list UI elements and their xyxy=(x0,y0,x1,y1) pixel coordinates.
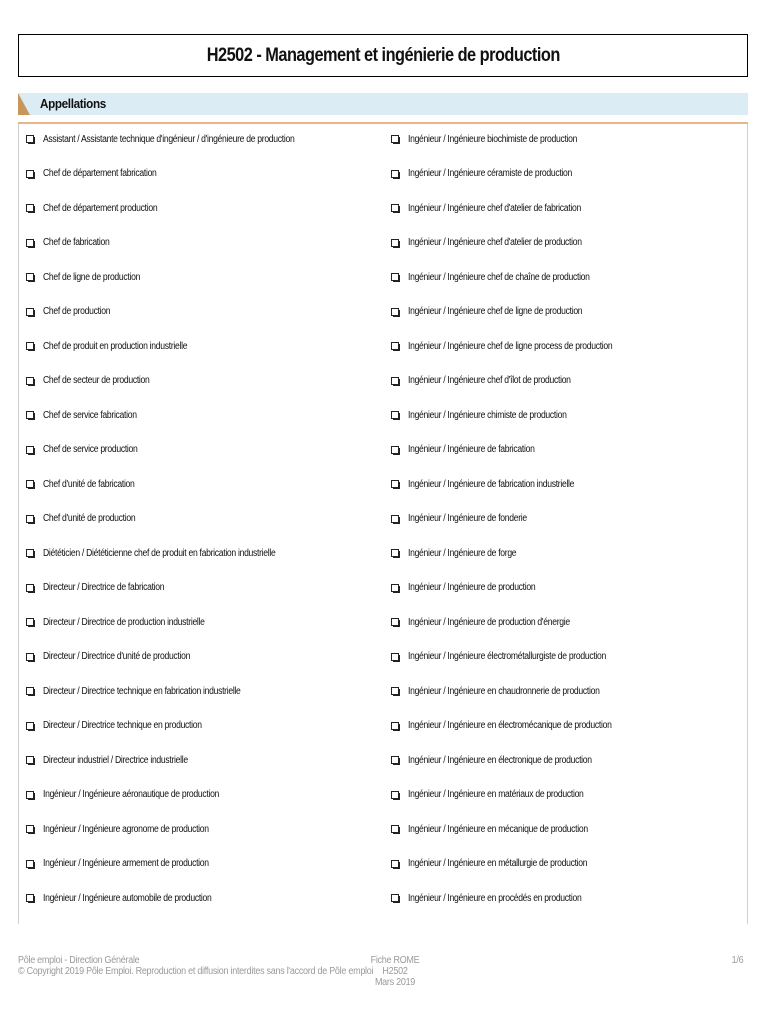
footer-date: Mars 2019 xyxy=(374,977,416,988)
list-item xyxy=(391,819,617,839)
checkbox-bullet-icon xyxy=(26,170,34,178)
checkbox-bullet-icon xyxy=(391,342,399,350)
appellation-label: Ingénieur / Ingénieure de fabrication xyxy=(408,444,535,455)
checkbox-bullet-icon xyxy=(391,825,399,833)
checkbox-bullet-icon xyxy=(26,308,34,316)
list-item xyxy=(391,785,612,805)
checkbox-bullet-icon xyxy=(26,722,34,730)
checkbox-bullet-icon xyxy=(391,411,399,419)
list-item xyxy=(391,336,646,356)
section-accent-icon xyxy=(18,93,30,115)
appellation-label: Directeur / Directrice de production industrielle xyxy=(43,616,205,628)
appellation-label: Ingénieur / Ingénieure automobile de production xyxy=(43,892,212,904)
checkbox-bullet-icon xyxy=(391,618,399,626)
appellation-label: Chef de secteur de production xyxy=(43,375,150,386)
appellation-label: Ingénieur / Ingénieure en électromécanique de production xyxy=(408,720,612,731)
appellation-label: Chef de production xyxy=(43,306,111,317)
appellation-label: Directeur / Directrice d'unité de production xyxy=(43,651,191,662)
appellation-label: Ingénieur / Ingénieure biochimiste de production xyxy=(408,133,578,145)
list-item xyxy=(26,578,184,598)
footer-fiche: Fiche ROME H2502 xyxy=(370,955,420,977)
appellation-label: Ingénieur / Ingénieure en chaudronnerie de production xyxy=(408,685,600,697)
section-header-bar xyxy=(18,93,748,115)
checkbox-bullet-icon xyxy=(391,377,399,385)
list-item xyxy=(391,129,605,149)
appellation-label: Ingénieur / Ingénieure en électronique de production xyxy=(408,754,592,766)
checkbox-bullet-icon xyxy=(391,653,399,661)
appellation-label: Ingénieur / Ingénieure céramiste de production xyxy=(408,168,573,179)
list-item xyxy=(391,302,611,322)
appellation-label: Ingénieur / Ingénieure en métallurgie de production xyxy=(408,858,588,869)
appellation-label: Chef de fabrication xyxy=(43,237,110,248)
list-item xyxy=(26,233,120,253)
checkbox-bullet-icon xyxy=(26,342,34,350)
appellation-label: Chef de service fabrication xyxy=(43,409,137,421)
list-item xyxy=(391,578,556,598)
appellation-label: Ingénieur / Ingénieure de forge xyxy=(408,547,517,559)
list-item xyxy=(391,612,596,632)
checkbox-bullet-icon xyxy=(26,480,34,488)
appellation-label: Chef de ligne de production xyxy=(43,271,141,283)
list-item xyxy=(391,267,619,287)
checkbox-bullet-icon xyxy=(26,549,34,557)
checkbox-bullet-icon xyxy=(26,618,34,626)
checkbox-bullet-icon xyxy=(26,791,34,799)
list-item xyxy=(391,164,599,184)
appellation-label: Chef de département fabrication xyxy=(43,168,157,179)
checkbox-bullet-icon xyxy=(26,446,34,454)
list-item xyxy=(391,854,616,874)
list-item xyxy=(26,440,153,460)
checkbox-bullet-icon xyxy=(391,170,399,178)
list-item xyxy=(391,233,610,253)
list-item xyxy=(26,474,149,494)
checkbox-bullet-icon xyxy=(391,273,399,281)
footer-copyright: © Copyright 2019 Pôle Emploi. Reproduction et diffusion interdites sans l'accord de Pôle emploi xyxy=(18,966,374,977)
list-item xyxy=(26,647,214,667)
list-item xyxy=(26,785,248,805)
list-item xyxy=(391,888,610,908)
checkbox-bullet-icon xyxy=(391,894,399,902)
checkbox-bullet-icon xyxy=(391,722,399,730)
appellation-label: Ingénieur / Ingénieure agronome de production xyxy=(43,823,209,835)
list-item xyxy=(26,198,176,218)
appellation-label: Ingénieur / Ingénieure aéronautique de production xyxy=(43,789,220,800)
appellation-label: Directeur / Directrice technique en fabrication industrielle xyxy=(43,685,241,697)
list-item xyxy=(26,302,121,322)
appellation-label: Ingénieur / Ingénieure chimiste de production xyxy=(408,409,567,421)
list-item xyxy=(391,716,645,736)
checkbox-bullet-icon xyxy=(26,411,34,419)
checkbox-bullet-icon xyxy=(391,584,399,592)
checkbox-bullet-icon xyxy=(26,687,34,695)
list-item xyxy=(26,716,228,736)
list-item xyxy=(391,371,597,391)
checkbox-bullet-icon xyxy=(26,273,34,281)
appellation-label: Ingénieur / Ingénieure en mécanique de production xyxy=(408,823,588,835)
appellation-label: Ingénieur / Ingénieure armement de production xyxy=(43,858,209,869)
checkbox-bullet-icon xyxy=(391,239,399,247)
list-item xyxy=(391,750,622,770)
list-item xyxy=(26,405,152,425)
footer-page-number: 1/6 xyxy=(731,955,744,966)
list-item xyxy=(391,474,601,494)
list-item xyxy=(26,854,236,874)
list-item xyxy=(391,543,534,563)
list-item xyxy=(26,612,231,632)
list-item xyxy=(26,543,313,563)
footer-right xyxy=(720,955,746,966)
appellation-label: Ingénieur / Ingénieure chef de ligne de production xyxy=(408,306,583,317)
checkbox-bullet-icon xyxy=(391,687,399,695)
list-item xyxy=(26,129,335,149)
list-item xyxy=(391,405,592,425)
footer-center xyxy=(360,955,430,988)
list-item xyxy=(391,198,609,218)
checkbox-bullet-icon xyxy=(26,756,34,764)
appellation-label: Directeur / Directrice technique en production xyxy=(43,720,202,731)
checkbox-bullet-icon xyxy=(26,825,34,833)
appellation-label: Ingénieur / Ingénieure chef de chaîne de production xyxy=(408,271,590,283)
checkbox-bullet-icon xyxy=(26,377,34,385)
appellation-label: Chef de service production xyxy=(43,444,138,455)
checkbox-bullet-icon xyxy=(26,653,34,661)
list-item xyxy=(391,647,638,667)
checkbox-bullet-icon xyxy=(26,239,34,247)
checkbox-bullet-icon xyxy=(26,894,34,902)
appellation-label: Ingénieur / Ingénieure électrométallurgiste de production xyxy=(408,651,606,662)
appellation-label: Ingénieur / Ingénieure en matériaux de production xyxy=(408,789,584,800)
footer-left xyxy=(18,955,413,977)
appellation-label: Ingénieur / Ingénieure de fabrication industrielle xyxy=(408,478,575,490)
list-item xyxy=(26,164,175,184)
list-item xyxy=(26,750,211,770)
footer-org: Pôle emploi - Direction Générale xyxy=(18,955,140,966)
checkbox-bullet-icon xyxy=(391,446,399,454)
appellation-label: Ingénieur / Ingénieure en procédés en production xyxy=(408,892,582,904)
document-title: H2502 - Management et ingénierie de production xyxy=(206,44,560,66)
list-item xyxy=(26,509,150,529)
appellation-label: Directeur industriel / Directrice industrielle xyxy=(43,754,188,766)
checkbox-bullet-icon xyxy=(26,204,34,212)
checkbox-bullet-icon xyxy=(26,515,34,523)
appellation-label: Chef d'unité de fabrication xyxy=(43,478,135,490)
checkbox-bullet-icon xyxy=(26,584,34,592)
appellation-label: Chef de produit en production industrielle xyxy=(43,340,188,352)
appellation-label: Ingénieur / Ingénieure chef d'îlot de production xyxy=(408,375,571,386)
appellation-label: Ingénieur / Ingénieure chef d'atelier de production xyxy=(408,237,582,248)
list-item xyxy=(26,681,273,701)
document-title-box xyxy=(18,34,748,77)
appellation-label: Ingénieur / Ingénieure de fonderie xyxy=(408,513,527,524)
checkbox-bullet-icon xyxy=(391,308,399,316)
list-item xyxy=(391,509,546,529)
list-item xyxy=(26,371,167,391)
list-item xyxy=(391,681,631,701)
appellation-label: Directeur / Directrice de fabrication xyxy=(43,582,165,593)
section-title: Appellations xyxy=(40,96,106,111)
checkbox-bullet-icon xyxy=(391,480,399,488)
appellation-label: Ingénieur / Ingénieure chef d'atelier de fabrication xyxy=(408,202,581,214)
appellation-label: Ingénieur / Ingénieure de production d'énergie xyxy=(408,616,570,628)
list-item xyxy=(26,336,211,356)
appellation-label: Ingénieur / Ingénieure de production xyxy=(408,582,536,593)
checkbox-bullet-icon xyxy=(391,515,399,523)
appellation-label: Diététicien / Diététicienne chef de produit en fabrication industrielle xyxy=(43,547,276,559)
checkbox-bullet-icon xyxy=(391,204,399,212)
appellation-label: Chef d'unité de production xyxy=(43,513,136,524)
list-item xyxy=(391,440,555,460)
checkbox-bullet-icon xyxy=(391,756,399,764)
appellation-label: Chef de département production xyxy=(43,202,158,214)
checkbox-bullet-icon xyxy=(391,135,399,143)
list-item xyxy=(26,819,236,839)
checkbox-bullet-icon xyxy=(26,135,34,143)
appellation-label: Assistant / Assistante technique d'ingénieur / d'ingénieure de production xyxy=(43,133,295,145)
checkbox-bullet-icon xyxy=(391,860,399,868)
list-item xyxy=(26,888,239,908)
checkbox-bullet-icon xyxy=(391,791,399,799)
appellation-label: Ingénieur / Ingénieure chef de ligne process de production xyxy=(408,340,613,352)
list-item xyxy=(26,267,156,287)
checkbox-bullet-icon xyxy=(391,549,399,557)
checkbox-bullet-icon xyxy=(26,860,34,868)
